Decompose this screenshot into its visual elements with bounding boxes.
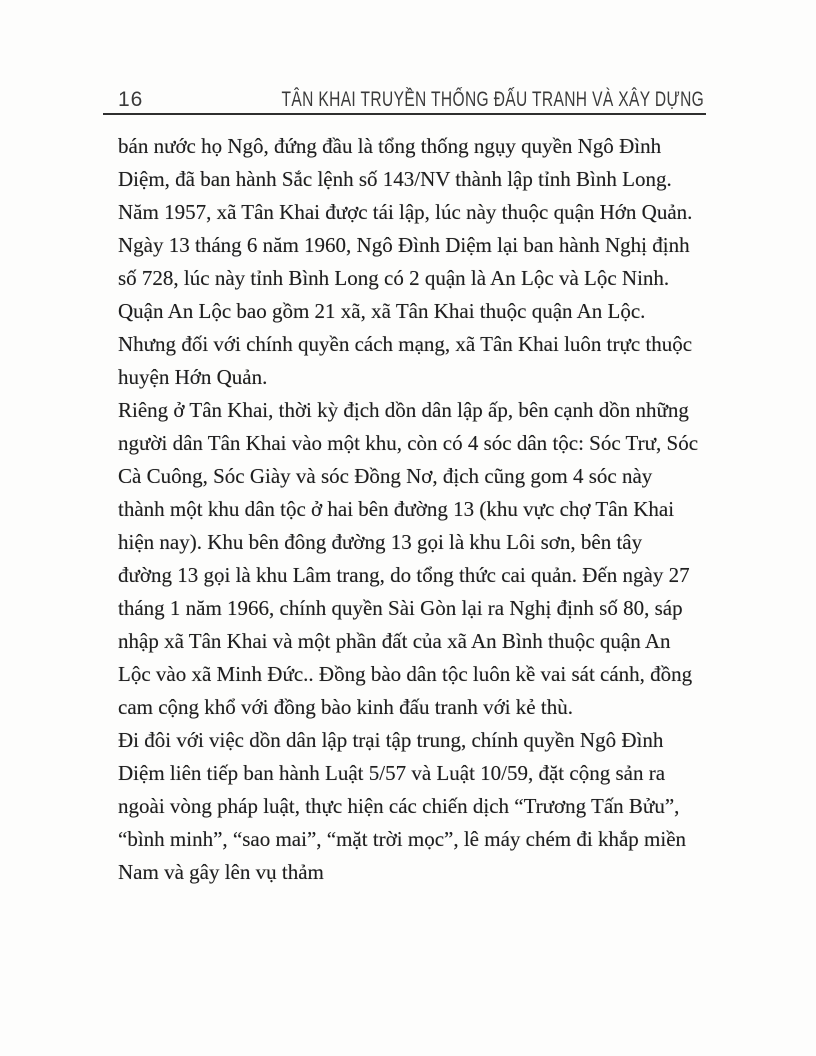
text-line: tộc: Sóc Trư, Sóc Cà Cuông, Sóc Giày và sóc Đồng Nơ, địch: [118, 431, 699, 488]
text-line: tỉnh Bình Long có 2 quận là An Lộc và Lộc Ninh. Quận An: [118, 266, 670, 323]
text-line: là khu Lôi sơn, bên tây đường 13 gọi là khu Lâm trang, do: [118, 530, 643, 587]
text-line: đặt cộng sản ra ngoài vòng pháp luật, thực hiện các chiến: [118, 761, 666, 818]
text-line: dồn những người dân Tân Khai vào một khu, còn có 4 sóc dân: [118, 398, 689, 455]
text-line: Ngô Đình Diệm lại ban hành Nghị định số 728, lúc này: [118, 233, 690, 290]
page-number: 16: [118, 88, 144, 111]
text-line: Lộc bao gồm 21 xã, xã Tân Khai thuộc quận An Lộc. Nhưng: [118, 299, 646, 356]
text-line: quyền Sài Gòn lại ra Nghị định số 80, sáp nhập xã Tân Khai: [118, 596, 683, 653]
text-line: đối với chính quyền cách mạng, xã Tân Khai luôn trực: [181, 332, 641, 356]
text-line: (khu vực chợ Tân Khai hiện nay). Khu bên đông đường 13 gọi: [118, 497, 675, 554]
text-line: cộng khổ với đồng bào kinh đấu tranh với kẻ thù.: [158, 695, 573, 719]
text-line: Minh Đức.. Đồng bào dân tộc luôn kề vai sát cánh, đồng cam: [118, 662, 693, 719]
text-line: mọc”, lê máy chém đi khắp miền Nam và gây lên vụ thảm: [118, 827, 687, 884]
text-line: và một phần đất của xã An Bình thuộc quận An Lộc vào xã: [118, 629, 671, 686]
text-line: tỉnh Bình Long. Năm 1957, xã Tân Khai được tái lập, lúc: [118, 167, 672, 224]
text-line: bán nước họ Ngô, đứng đầu là tổng thống ngụy quyền Ngô: [118, 134, 614, 158]
text-line: này thuộc quận Hớn Quản. Ngày 13 tháng 6 năm 1960,: [118, 200, 693, 257]
paragraph: [118, 130, 701, 394]
running-header-title: TÂN KHAI TRUYỀN THỐNG ĐẤU TRANH VÀ XÂY DỰNG: [281, 88, 704, 111]
paragraph: [118, 394, 701, 724]
text-line: thuộc huyện Hớn Quản.: [118, 332, 693, 389]
text-line: cũng gom 4 sóc này thành một khu dân tộc ở hai bên đường 13: [118, 464, 653, 521]
text-line: dịch “Trương Tấn Bửu”, “bình minh”, “sao mai”, “mặt trời: [118, 794, 680, 851]
text-line: Đi đôi với việc dồn dân lập trại tập trung, chính quyền: [118, 728, 575, 752]
paragraph: [118, 724, 701, 889]
header-rule: [103, 113, 706, 115]
page-header: [118, 84, 704, 110]
body-text: [118, 130, 701, 889]
text-line: tổng thức cai quản. Đến ngày 27 tháng 1 năm 1966, chính: [118, 563, 690, 620]
text-line: Đình Diệm, đã ban hành Sắc lệnh số 143/NV thành lập: [118, 134, 662, 191]
text-line: Ngô Đình Diệm liên tiếp ban hành Luật 5/57 và Luật 10/59,: [118, 728, 664, 785]
text-line: Riêng ở Tân Khai, thời kỳ địch dồn dân lập ấp, bên cạnh: [118, 398, 594, 422]
